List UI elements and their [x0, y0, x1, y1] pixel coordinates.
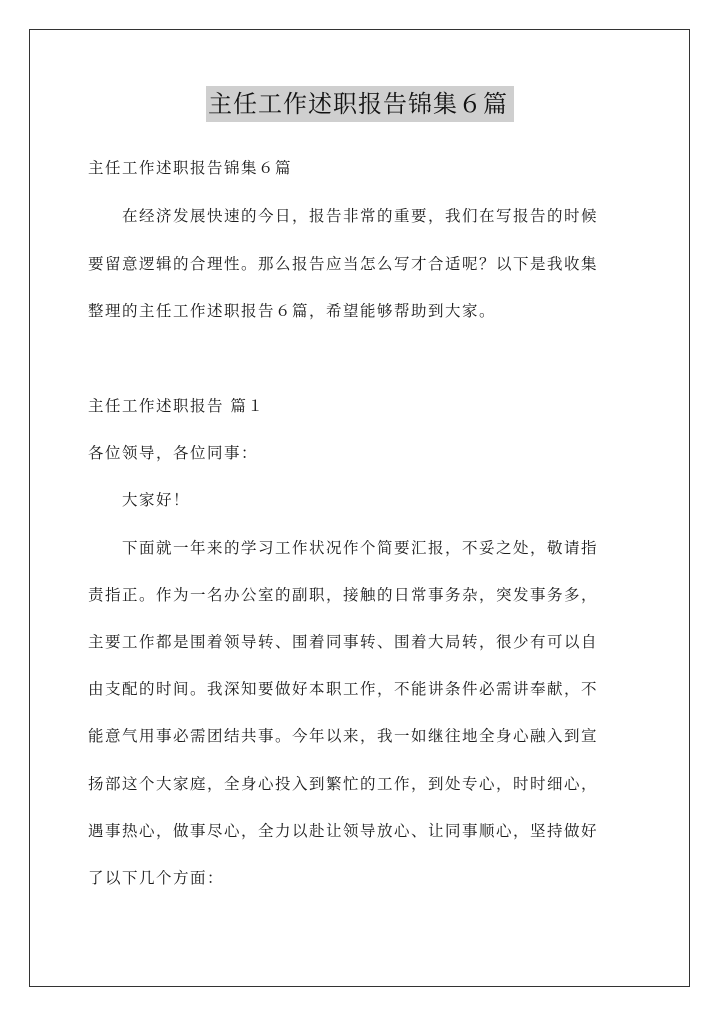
document-subtitle: 主任工作述职报告锦集６篇: [88, 159, 293, 177]
body-line-7: 遇事热心，做事尽心，全力以赴让领导放心、让同事顺心，坚持做好: [88, 822, 599, 840]
body-line-5: 能意气用事必需团结共事。今年以来，我一如继往地全身心融入到宣: [88, 727, 599, 745]
intro-line-3: 整理的主任工作述职报告６篇，希望能够帮助到大家。: [88, 302, 497, 320]
body-line-4: 由支配的时间。我深知要做好本职工作，不能讲条件必需讲奉献，不: [88, 680, 599, 698]
greeting: 大家好！: [122, 491, 191, 509]
intro-line-1: 在经济发展快速的今日，报告非常的重要，我们在写报告的时候: [122, 207, 599, 225]
body-line-3: 主要工作都是围着领导转、围着同事转、围着大局转，很少有可以自: [88, 633, 599, 651]
section-heading: 主任工作述职报告 篇１: [88, 397, 265, 415]
body-line-6: 扬部这个大家庭，全身心投入到繁忙的工作，到处专心，时时细心，: [88, 775, 599, 793]
body-line-2: 责指正。作为一名办公室的副职，接触的日常事务杂，突发事务多，: [88, 586, 599, 604]
body-line-8: 了以下几个方面：: [88, 869, 225, 887]
salutation: 各位领导，各位同事：: [88, 444, 259, 462]
body-line-1: 下面就一年来的学习工作状况作个简要汇报，不妥之处，敬请指: [122, 539, 599, 557]
document-title-block: [0, 86, 720, 122]
intro-line-2: 要留意逻辑的合理性。那么报告应当怎么写才合适呢？以下是我收集: [88, 255, 599, 273]
document-title: 主任工作述职报告锦集６篇: [206, 86, 514, 122]
